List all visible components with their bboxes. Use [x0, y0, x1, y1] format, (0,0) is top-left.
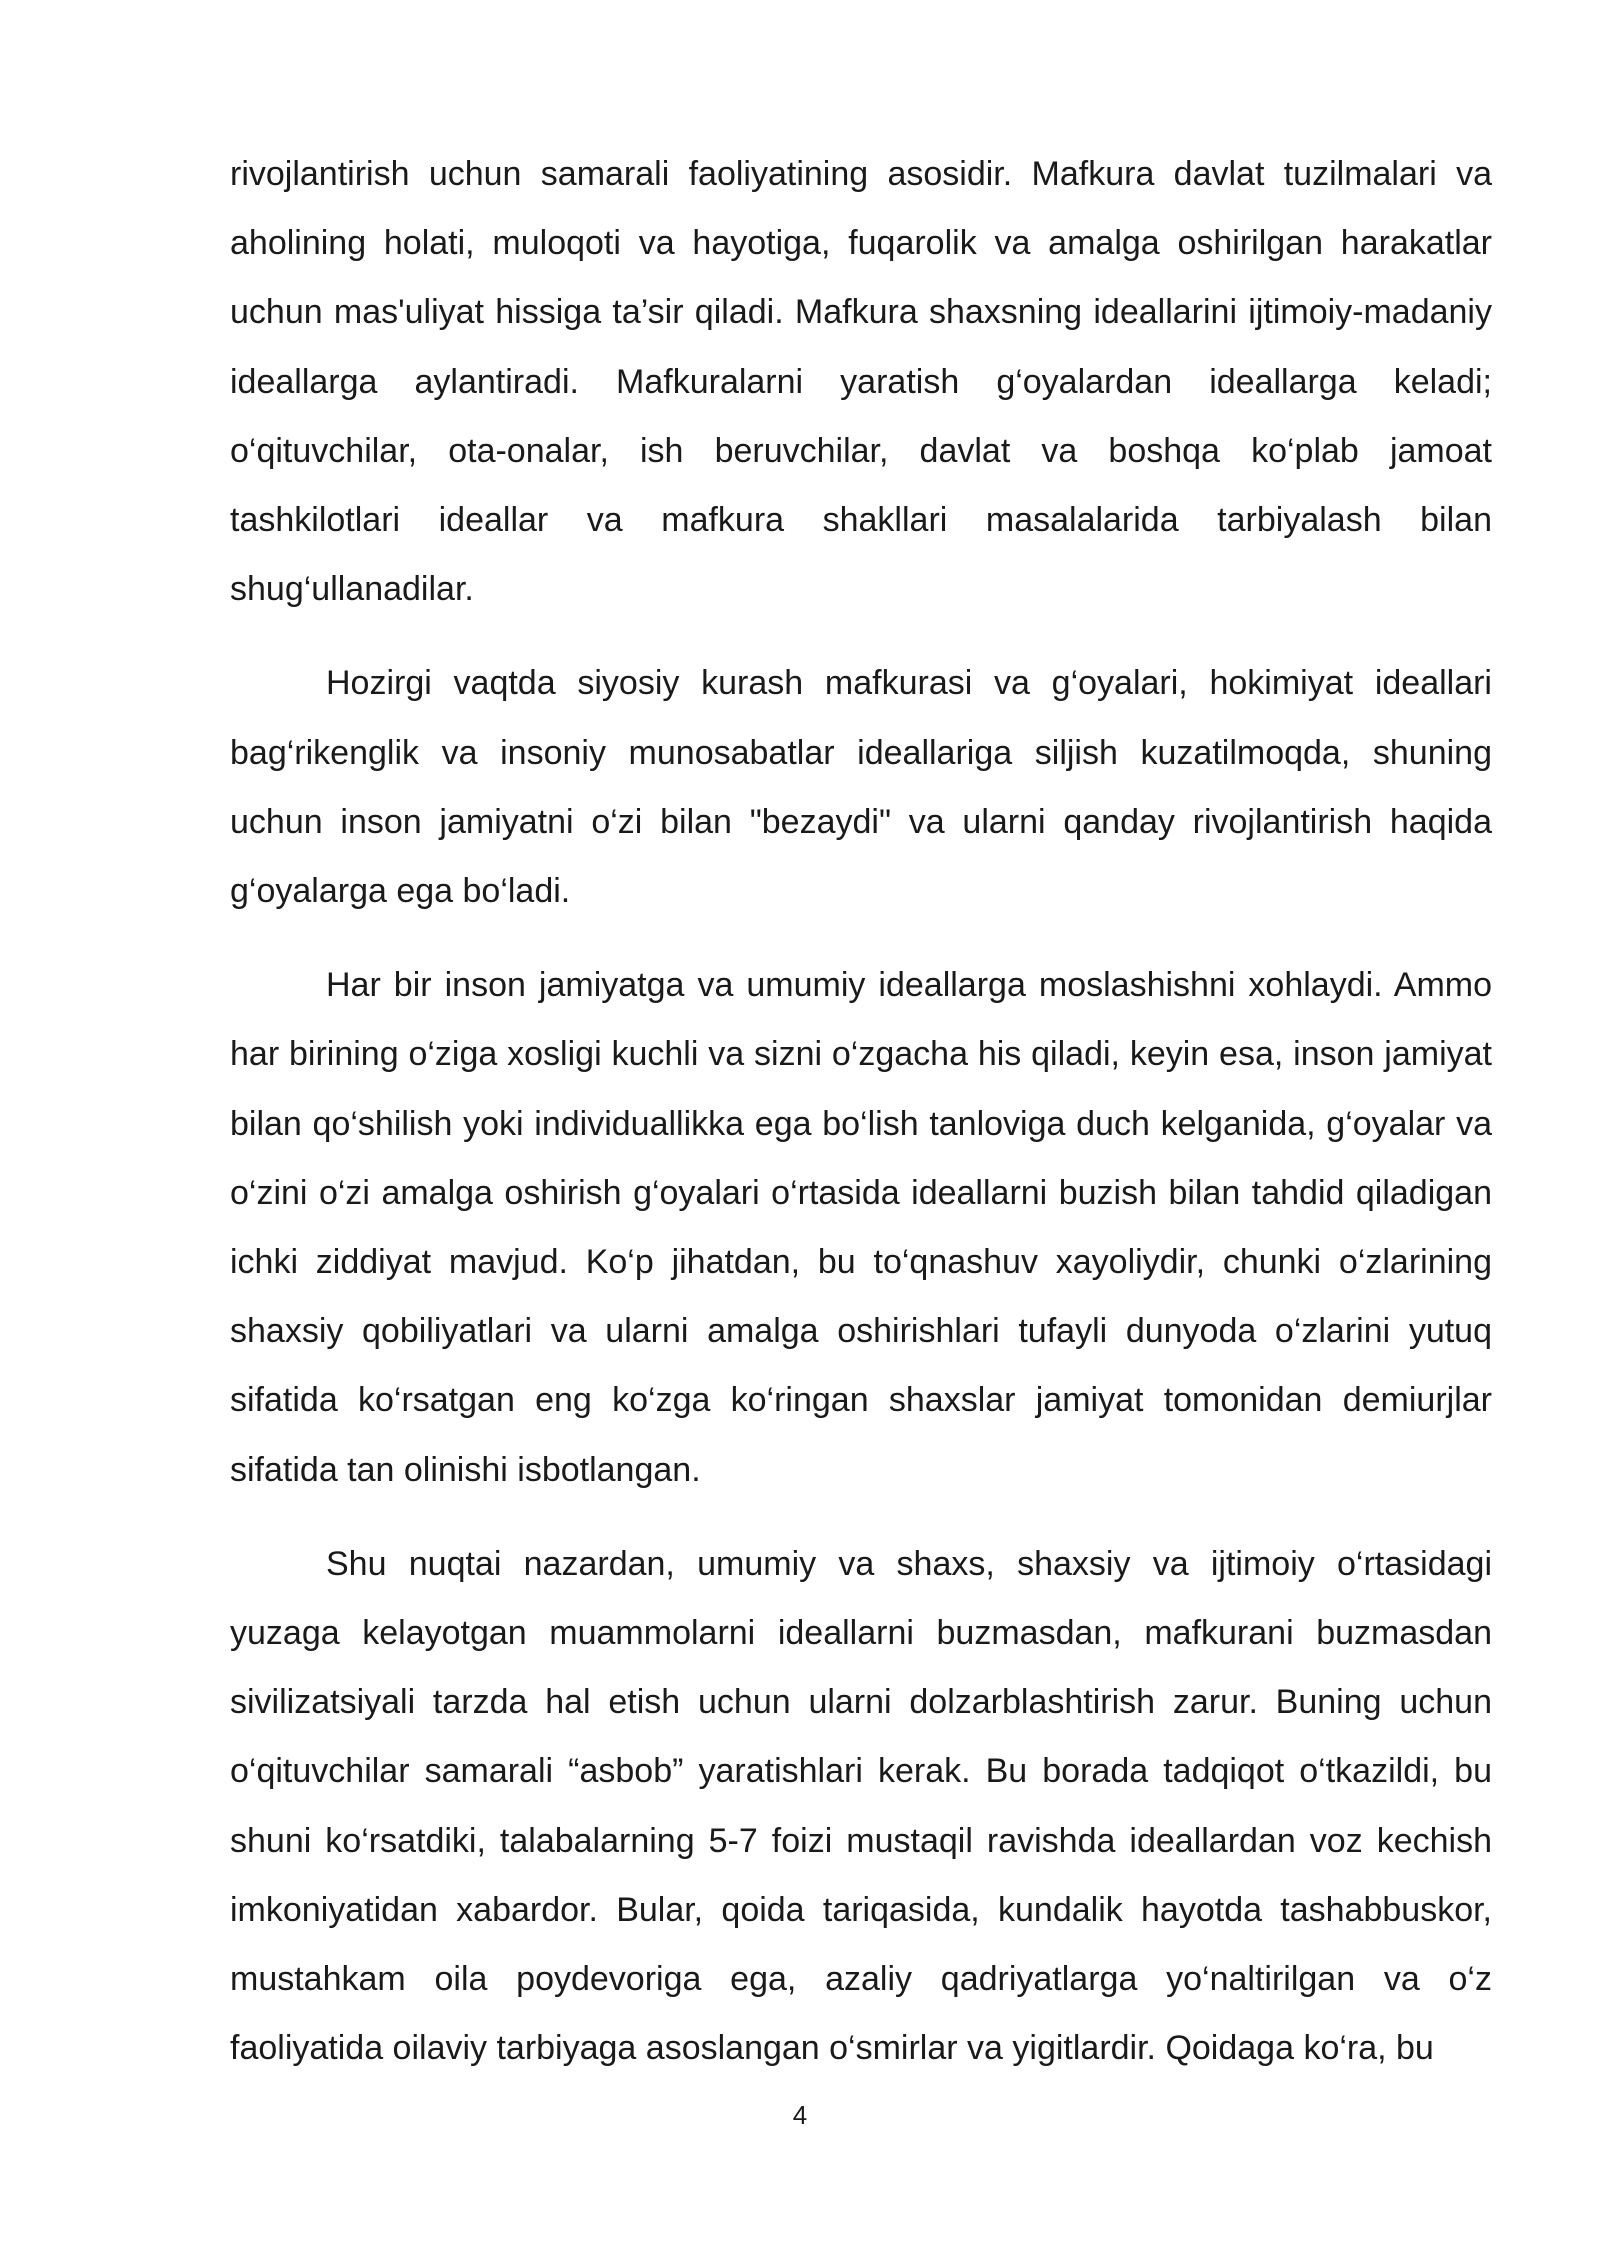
paragraph-1: rivojlantirish uchun samarali faoliyatining asosidir. Mafkura davlat tuzilmalari va aholining holati, muloqoti va hayotiga, fuqarolik va amalga oshirilgan harakatlar uchun mas'uliyat hissiga ta’sir qiladi. Mafkura shaxsning ideallarini ijtimoiy-madaniy ideallarga aylantiradi. Mafkuralarni yaratish g‘oyalardan ideallarga keladi; o‘qituvchilar, ota-onalar, ish beruvchilar, davlat va boshqa ko‘plab jamoat tashkilotlari ideallar va mafkura shakllari masalalarida tarbiyalash bilan shug‘ullanadilar.: [230, 155, 1492, 609]
paragraph-2: Hozirgi vaqtda siyosiy kurash mafkurasi va g‘oyalari, hokimiyat ideallari bag‘rikenglik va insoniy munosabatlar ideallariga siljish kuzatilmoqda, shuning uchun inson jamiyatni o‘zi bilan "bezaydi" va ularni qanday rivojlantirish haqida g‘oyalarga ega bo‘ladi.: [230, 664, 1492, 911]
page-number: 4: [792, 2100, 808, 2130]
paragraph-3: Har bir inson jamiyatga va umumiy ideallarga moslashishni xohlaydi. Ammo har birining o‘ziga xosligi kuchli va sizni o‘zgacha his qiladi, keyin esa, inson jamiyat bilan qo‘shilish yoki individuallikka ega bo‘lish tanloviga duch kelganida, g‘oyalar va o‘zini o‘zi amalga oshirish g‘oyalari o‘rtasida ideallarni buzish bilan tahdid qiladigan ichki ziddiyat mavjud. Ko‘p jihatdan, bu to‘qnashuv xayoliydir, chunki o‘zlarining shaxsiy qobiliyatlari va ularni amalga oshirishlari tufayli dunyoda o‘zlarini yutuq sifatida ko‘rsatgan eng ko‘zga ko‘ringan shaxslar jamiyat tomonidan demiurjlar sifatida tan olinishi isbotlangan.: [230, 966, 1492, 1489]
paragraph-4: Shu nuqtai nazardan, umumiy va shaxs, shaxsiy va ijtimoiy o‘rtasidagi yuzaga kelayotgan muammolarni ideallarni buzmasdan, mafkurani buzmasdan sivilizatsiyali tarzda hal etish uchun ularni dolzarblashtirish zarur. Buning uchun o‘qituvchilar samarali “asbob” yaratishlari kerak. Bu borada tadqiqot o‘tkazildi, bu shuni ko‘rsatdiki, talabalarning 5-7 foizi mustaqil ravishda ideallardan voz kechish imkoniyatidan xabardor. Bular, qoida tariqasida, kundalik hayotda tashabbuskor, mustahkam oila poydevoriga ega, azaliy qadriyatlarga yo‘naltirilgan va o‘z faoliyatida oilaviy tarbiyaga asoslangan o‘smirlar va yigitlardir. Qoidaga ko‘ra, bu: [230, 1544, 1492, 2068]
document-body: [230, 140, 1492, 2108]
